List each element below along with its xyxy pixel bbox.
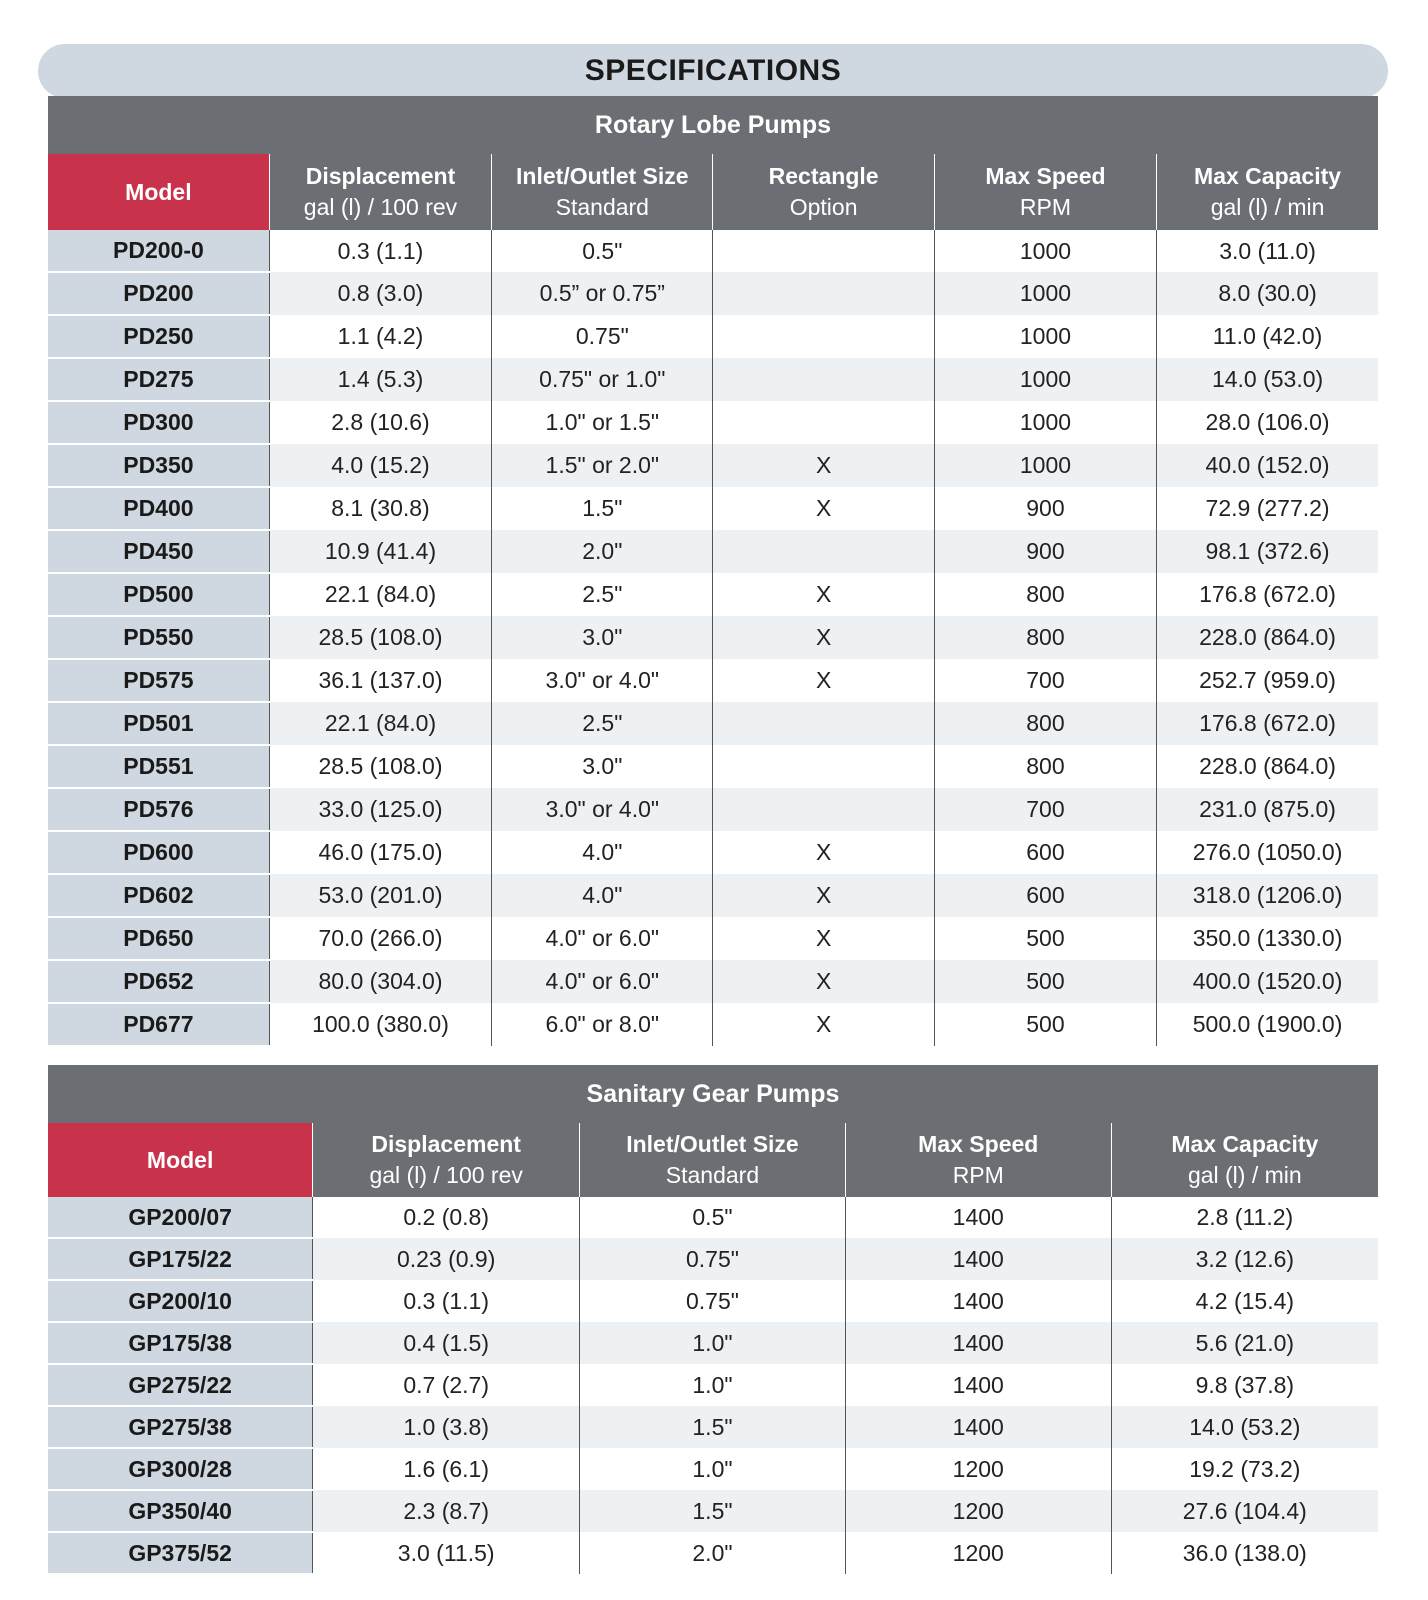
model-cell: PD650 <box>48 917 269 960</box>
table-row <box>48 1448 1378 1490</box>
table-cell: 252.7 (959.0) <box>1157 659 1378 702</box>
table-cell: 10.9 (41.4) <box>269 530 491 573</box>
table-cell: 231.0 (875.0) <box>1157 788 1378 831</box>
table-cell: 3.0" <box>492 745 713 788</box>
table-cell: 4.0" or 6.0" <box>492 917 713 960</box>
table-row <box>48 1364 1378 1406</box>
column-header-unit: RPM <box>952 1162 1004 1188</box>
column-header-title: Rectangle <box>768 163 879 189</box>
table-cell: 14.0 (53.0) <box>1157 358 1378 401</box>
table-cell: 1.4 (5.3) <box>269 358 491 401</box>
sanitary-gear-pumps-section <box>48 1065 1378 1575</box>
column-header-unit: gal (l) / min <box>1210 194 1325 220</box>
table-cell: 22.1 (84.0) <box>269 573 491 616</box>
table-cell: X <box>713 616 934 659</box>
table-cell: 1400 <box>845 1364 1111 1406</box>
table-row <box>48 487 1378 530</box>
table-row <box>48 444 1378 487</box>
table-cell: 500 <box>934 1003 1156 1046</box>
table-cell: 600 <box>934 831 1156 874</box>
table-cell: 0.3 (1.1) <box>269 230 491 272</box>
model-cell: PD500 <box>48 573 269 616</box>
table-cell: 1.5" <box>492 487 713 530</box>
table-cell: 3.0 (11.5) <box>313 1532 580 1574</box>
table-cell: 3.0 (11.0) <box>1157 230 1378 272</box>
model-cell: PD400 <box>48 487 269 530</box>
table-row <box>48 401 1378 444</box>
table-cell: 1.5" <box>580 1490 846 1532</box>
table-cell: 27.6 (104.4) <box>1111 1490 1378 1532</box>
table-cell: 9.8 (37.8) <box>1111 1364 1378 1406</box>
table-cell: 80.0 (304.0) <box>269 960 491 1003</box>
column-header-unit: Option <box>789 194 858 220</box>
model-cell: PD551 <box>48 745 269 788</box>
table-row <box>48 1322 1378 1364</box>
table-cell: 8.0 (30.0) <box>1157 272 1378 315</box>
table-row <box>48 358 1378 401</box>
column-header <box>713 154 934 230</box>
table-cell: X <box>713 917 934 960</box>
table-cell: 1.6 (6.1) <box>313 1448 580 1490</box>
table-row <box>48 702 1378 745</box>
table-cell: 4.0" or 6.0" <box>492 960 713 1003</box>
column-header <box>269 154 491 230</box>
table-cell: 1.0" <box>580 1322 846 1364</box>
table-row <box>48 1003 1378 1046</box>
model-cell: GP275/22 <box>48 1364 313 1406</box>
table-cell <box>713 272 934 315</box>
table-row <box>48 1490 1378 1532</box>
table-cell: 1200 <box>845 1490 1111 1532</box>
column-header <box>1111 1123 1378 1197</box>
table-cell: 0.8 (3.0) <box>269 272 491 315</box>
column-header-unit: RPM <box>1019 194 1072 220</box>
table-cell: 800 <box>934 573 1156 616</box>
table-cell: 3.0" <box>492 616 713 659</box>
table-cell: 500 <box>934 960 1156 1003</box>
table-cell: 11.0 (42.0) <box>1157 315 1378 358</box>
table-cell: X <box>713 487 934 530</box>
table-cell: 0.5" <box>580 1197 846 1238</box>
table-cell: 1.0" <box>580 1448 846 1490</box>
table-row <box>48 315 1378 358</box>
gear-section-title: Sanitary Gear Pumps <box>48 1065 1378 1123</box>
column-header-title: Inlet/Outlet Size <box>626 1131 799 1157</box>
table-cell: 1000 <box>934 272 1156 315</box>
table-row <box>48 1406 1378 1448</box>
table-cell: 28.5 (108.0) <box>269 745 491 788</box>
table-cell: 70.0 (266.0) <box>269 917 491 960</box>
table-cell: 228.0 (864.0) <box>1157 745 1378 788</box>
column-header-title: Displacement <box>371 1131 521 1157</box>
table-cell: 2.0" <box>580 1532 846 1574</box>
column-header-title: Model <box>125 178 192 205</box>
table-cell: 500 <box>934 917 1156 960</box>
model-cell: GP175/38 <box>48 1322 313 1364</box>
table-cell: 1.5" <box>580 1406 846 1448</box>
table-row <box>48 917 1378 960</box>
model-cell: GP300/28 <box>48 1448 313 1490</box>
table-cell: X <box>713 444 934 487</box>
model-cell: PD575 <box>48 659 269 702</box>
table-cell: 5.6 (21.0) <box>1111 1322 1378 1364</box>
table-cell: 1000 <box>934 230 1156 272</box>
column-header-unit: Standard <box>665 1162 760 1188</box>
table-cell: X <box>713 659 934 702</box>
table-row <box>48 1280 1378 1322</box>
table-cell: 800 <box>934 702 1156 745</box>
table-cell: X <box>713 1003 934 1046</box>
table-cell: 53.0 (201.0) <box>269 874 491 917</box>
table-cell: 1400 <box>845 1280 1111 1322</box>
table-cell <box>713 745 934 788</box>
column-header <box>48 154 269 230</box>
table-cell: 2.8 (11.2) <box>1111 1197 1378 1238</box>
table-row <box>48 788 1378 831</box>
table-cell: 36.0 (138.0) <box>1111 1532 1378 1574</box>
table-cell <box>713 702 934 745</box>
table-cell: 0.75" <box>580 1280 846 1322</box>
model-cell: GP375/52 <box>48 1532 313 1574</box>
model-cell: PD652 <box>48 960 269 1003</box>
column-header-unit: gal (l) / 100 rev <box>303 194 458 220</box>
table-cell: 1000 <box>934 315 1156 358</box>
table-cell: 1200 <box>845 1448 1111 1490</box>
table-cell <box>713 788 934 831</box>
table-cell: 350.0 (1330.0) <box>1157 917 1378 960</box>
table-cell: 1400 <box>845 1322 1111 1364</box>
table-cell: 800 <box>934 745 1156 788</box>
table-cell: 176.8 (672.0) <box>1157 702 1378 745</box>
table-cell: 2.8 (10.6) <box>269 401 491 444</box>
column-header-title: Max Capacity <box>1171 1131 1319 1157</box>
table-cell: 1000 <box>934 358 1156 401</box>
column-header <box>492 154 713 230</box>
model-cell: PD501 <box>48 702 269 745</box>
table-cell: 33.0 (125.0) <box>269 788 491 831</box>
table-cell <box>713 230 934 272</box>
model-cell: PD200 <box>48 272 269 315</box>
table-cell: 500.0 (1900.0) <box>1157 1003 1378 1046</box>
table-cell: 1000 <box>934 401 1156 444</box>
table-cell: 1.5" or 2.0" <box>492 444 713 487</box>
table-cell: 36.1 (137.0) <box>269 659 491 702</box>
table-cell: 3.0" or 4.0" <box>492 659 713 702</box>
model-cell: PD576 <box>48 788 269 831</box>
table-cell: 600 <box>934 874 1156 917</box>
table-cell: 4.0" <box>492 874 713 917</box>
model-cell: PD350 <box>48 444 269 487</box>
table-row <box>48 1238 1378 1280</box>
table-cell: 318.0 (1206.0) <box>1157 874 1378 917</box>
column-header-unit: gal (l) / 100 rev <box>369 1162 523 1188</box>
table-cell <box>713 401 934 444</box>
table-cell: 22.1 (84.0) <box>269 702 491 745</box>
table-cell <box>713 315 934 358</box>
table-cell: 2.3 (8.7) <box>313 1490 580 1532</box>
table-row <box>48 230 1378 272</box>
table-row <box>48 616 1378 659</box>
table-cell: 900 <box>934 530 1156 573</box>
column-header <box>934 154 1156 230</box>
table-cell: 276.0 (1050.0) <box>1157 831 1378 874</box>
table-cell: 1200 <box>845 1532 1111 1574</box>
model-cell: PD300 <box>48 401 269 444</box>
table-cell: 4.0" <box>492 831 713 874</box>
table-cell: X <box>713 831 934 874</box>
table-row <box>48 530 1378 573</box>
model-cell: PD600 <box>48 831 269 874</box>
table-cell: 2.5" <box>492 702 713 745</box>
model-cell: PD275 <box>48 358 269 401</box>
table-cell: 0.5" <box>492 230 713 272</box>
model-cell: PD550 <box>48 616 269 659</box>
table-cell: 700 <box>934 788 1156 831</box>
table-row <box>48 1532 1378 1574</box>
table-cell: 1.0" or 1.5" <box>492 401 713 444</box>
table-cell: 72.9 (277.2) <box>1157 487 1378 530</box>
table-cell: X <box>713 960 934 1003</box>
table-cell: 400.0 (1520.0) <box>1157 960 1378 1003</box>
table-cell: 0.2 (0.8) <box>313 1197 580 1238</box>
column-header <box>48 1123 313 1197</box>
table-cell: 3.2 (12.6) <box>1111 1238 1378 1280</box>
model-cell: GP200/10 <box>48 1280 313 1322</box>
column-header-title: Displacement <box>305 163 456 189</box>
table-row <box>48 960 1378 1003</box>
table-cell: 0.7 (2.7) <box>313 1364 580 1406</box>
table-cell <box>713 358 934 401</box>
table-row <box>48 831 1378 874</box>
table-cell: 1000 <box>934 444 1156 487</box>
table-cell: 6.0" or 8.0" <box>492 1003 713 1046</box>
model-cell: PD677 <box>48 1003 269 1046</box>
table-cell: 19.2 (73.2) <box>1111 1448 1378 1490</box>
table-cell: 0.75" or 1.0" <box>492 358 713 401</box>
column-header <box>845 1123 1111 1197</box>
rotary-specs-table <box>48 154 1378 1047</box>
column-header <box>313 1123 580 1197</box>
table-cell: 1400 <box>845 1406 1111 1448</box>
table-cell: 0.5” or 0.75” <box>492 272 713 315</box>
table-cell: 14.0 (53.2) <box>1111 1406 1378 1448</box>
table-cell: 1.0 (3.8) <box>313 1406 580 1448</box>
table-cell: 40.0 (152.0) <box>1157 444 1378 487</box>
table-cell: 28.0 (106.0) <box>1157 401 1378 444</box>
model-cell: PD250 <box>48 315 269 358</box>
table-cell: 4.2 (15.4) <box>1111 1280 1378 1322</box>
model-cell: GP275/38 <box>48 1406 313 1448</box>
model-cell: PD450 <box>48 530 269 573</box>
table-cell: 0.23 (0.9) <box>313 1238 580 1280</box>
rotary-lobe-pumps-section <box>48 96 1378 1047</box>
table-cell: 3.0" or 4.0" <box>492 788 713 831</box>
table-cell: X <box>713 874 934 917</box>
column-header-unit: gal (l) / min <box>1187 1162 1302 1188</box>
column-header <box>580 1123 846 1197</box>
rotary-section-title: Rotary Lobe Pumps <box>48 96 1378 154</box>
table-cell: 1.1 (4.2) <box>269 315 491 358</box>
table-cell: X <box>713 573 934 616</box>
table-cell: 28.5 (108.0) <box>269 616 491 659</box>
table-row <box>48 659 1378 702</box>
table-cell: 1400 <box>845 1238 1111 1280</box>
column-header-unit: Standard <box>555 194 649 220</box>
column-header-title: Model <box>146 1146 214 1173</box>
table-cell: 0.3 (1.1) <box>313 1280 580 1322</box>
table-cell: 2.0" <box>492 530 713 573</box>
table-row <box>48 272 1378 315</box>
table-cell: 46.0 (175.0) <box>269 831 491 874</box>
column-header-title: Max Speed <box>985 163 1106 189</box>
page-title: SPECIFICATIONS <box>38 44 1388 98</box>
table-cell: 0.75" <box>492 315 713 358</box>
table-cell: 100.0 (380.0) <box>269 1003 491 1046</box>
table-cell: 0.4 (1.5) <box>313 1322 580 1364</box>
table-cell: 700 <box>934 659 1156 702</box>
model-cell: GP175/22 <box>48 1238 313 1280</box>
model-cell: PD200-0 <box>48 230 269 272</box>
table-header-row <box>48 154 1378 230</box>
model-cell: GP350/40 <box>48 1490 313 1532</box>
table-cell: 8.1 (30.8) <box>269 487 491 530</box>
table-row <box>48 573 1378 616</box>
table-row <box>48 874 1378 917</box>
table-header-row <box>48 1123 1378 1197</box>
model-cell: GP200/07 <box>48 1197 313 1238</box>
table-cell: 176.8 (672.0) <box>1157 573 1378 616</box>
table-cell: 1400 <box>845 1197 1111 1238</box>
table-cell: 98.1 (372.6) <box>1157 530 1378 573</box>
table-cell: 4.0 (15.2) <box>269 444 491 487</box>
gear-specs-table <box>48 1123 1378 1575</box>
column-header-title: Inlet/Outlet Size <box>516 163 689 189</box>
table-cell <box>713 530 934 573</box>
table-cell: 900 <box>934 487 1156 530</box>
table-cell: 0.75" <box>580 1238 846 1280</box>
table-cell: 1.0" <box>580 1364 846 1406</box>
table-cell: 800 <box>934 616 1156 659</box>
table-cell: 228.0 (864.0) <box>1157 616 1378 659</box>
column-header-title: Max Capacity <box>1194 163 1342 189</box>
table-row <box>48 745 1378 788</box>
column-header-title: Max Speed <box>918 1131 1039 1157</box>
model-cell: PD602 <box>48 874 269 917</box>
table-cell: 2.5" <box>492 573 713 616</box>
table-row <box>48 1197 1378 1238</box>
column-header <box>1157 154 1378 230</box>
